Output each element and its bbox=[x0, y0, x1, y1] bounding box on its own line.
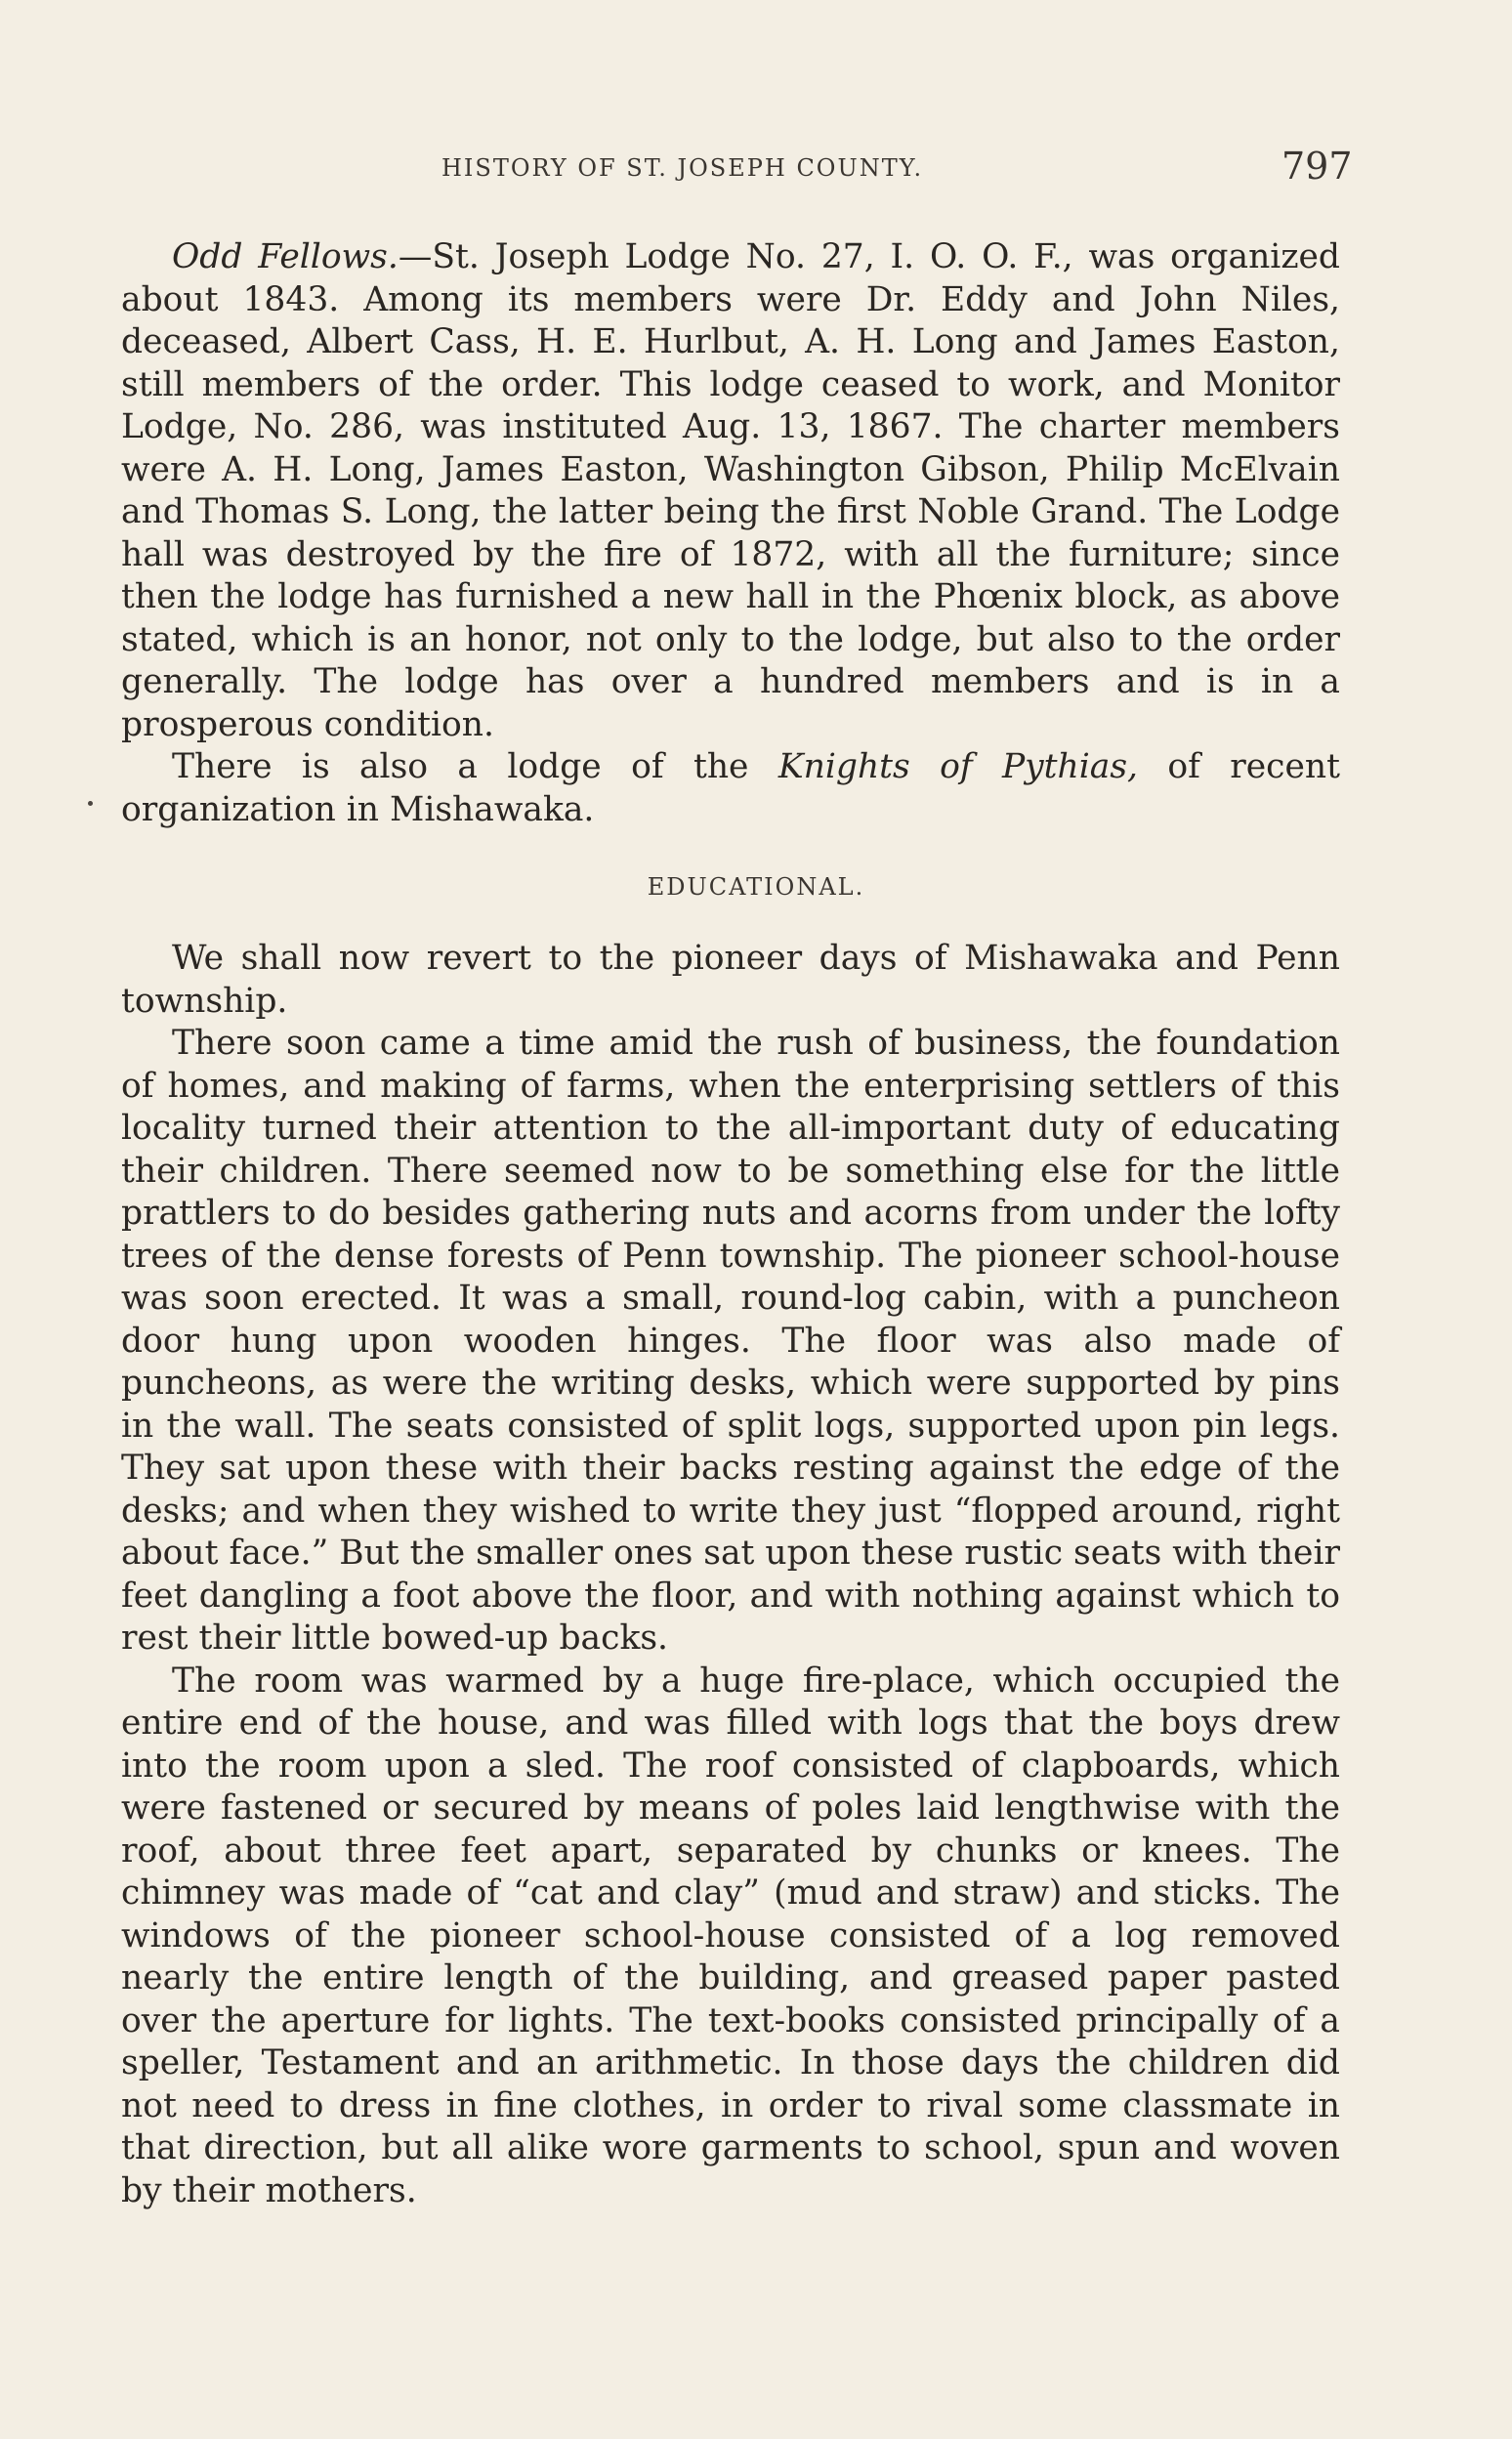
odd-fellows-section bbox=[121, 236, 1340, 831]
knights-text-after: of recent organization in Mishawaka. bbox=[121, 747, 1340, 829]
margin-mark bbox=[88, 801, 93, 806]
running-title: HISTORY OF ST. JOSEPH COUNTY. bbox=[441, 154, 924, 182]
knights-name: Knights of Pythias, bbox=[777, 747, 1139, 786]
knights-paragraph bbox=[121, 746, 1340, 831]
educational-paragraph: There soon came a time amid the rush of business, the foundation of homes, and making of farms, when the enterprising settlers of this locality turned their attention to the all-important duty of educating their children. There seemed now to be something else for the little prattlers to do besides gathering nuts and acorns from under the lofty trees of the dense forests of Penn township. The pioneer school-house was soon erected. It was a small, round-log cabin, with a puncheon door hung upon wooden hinges. The floor was also made of puncheons, as were the writing desks, which were supported by pins in the wall. The seats consisted of split logs, supported upon pin legs. They sat upon these with their backs resting against the edge of the desks; and when they wished to write they just “flopped around, right about face.” But the smaller ones sat upon these rustic seats with their feet dangling a foot above the floor, and with nothing against which to rest their little bowed-up backs. bbox=[121, 1024, 1340, 1658]
odd-fellows-lead: Odd Fellows. bbox=[172, 237, 399, 276]
odd-fellows-paragraph bbox=[121, 236, 1340, 746]
section-heading-educational: EDUCATIONAL. bbox=[647, 873, 865, 901]
educational-paragraph: We shall now revert to the pioneer days of Mishawaka and Penn township. bbox=[121, 939, 1340, 1021]
educational-paragraph: The room was warmed by a huge fire-place, which occupied the entire end of the house, and was filled with logs that the boys drew into the room upon a sled. The roof consisted of clapboards, which were fastened or secured by means of poles laid lengthwise with the roof, about three feet apart, separated by chunks or knees. The chimney was made of “cat and clay” (mud and straw) and sticks. The windows of the pioneer school-house consisted of a log removed nearly the entire length of the building, and greased paper pasted over the aperture for lights. The text-books consisted principally of a speller, Testament and an arithmetic. In those days the children did not need to dress in fine clothes, in order to rival some classmate in that direction, but all alike wore garments to school, spun and woven by their mothers. bbox=[121, 1661, 1340, 2210]
educational-section bbox=[121, 938, 1340, 2212]
odd-fellows-text: —St. Joseph Lodge No. 27, I. O. O. F., was organized about 1843. Among its members were Dr. Eddy and John Niles, deceased, Albert Cass, H. E. Hurlbut, A. H. Long and James Easton, still members of the order. This lodge ceased to work, and Monitor Lodge, No. 286, was instituted Aug. 13, 1867. The charter members were A. H. Long, James Easton, Washington Gibson, Philip McElvain and Thomas S. Long, the latter being the first Noble Grand. The Lodge hall was destroyed by the fire of 1872, with all the furniture; since then the lodge has furnished a new hall in the Phœnix block, as above stated, which is an honor, not only to the lodge, but also to the order generally. The lodge has over a hundred members and is in a prosperous condition. bbox=[121, 237, 1341, 744]
knights-text-before: There is also a lodge of the bbox=[172, 747, 778, 786]
page-number: 797 bbox=[1281, 145, 1353, 188]
